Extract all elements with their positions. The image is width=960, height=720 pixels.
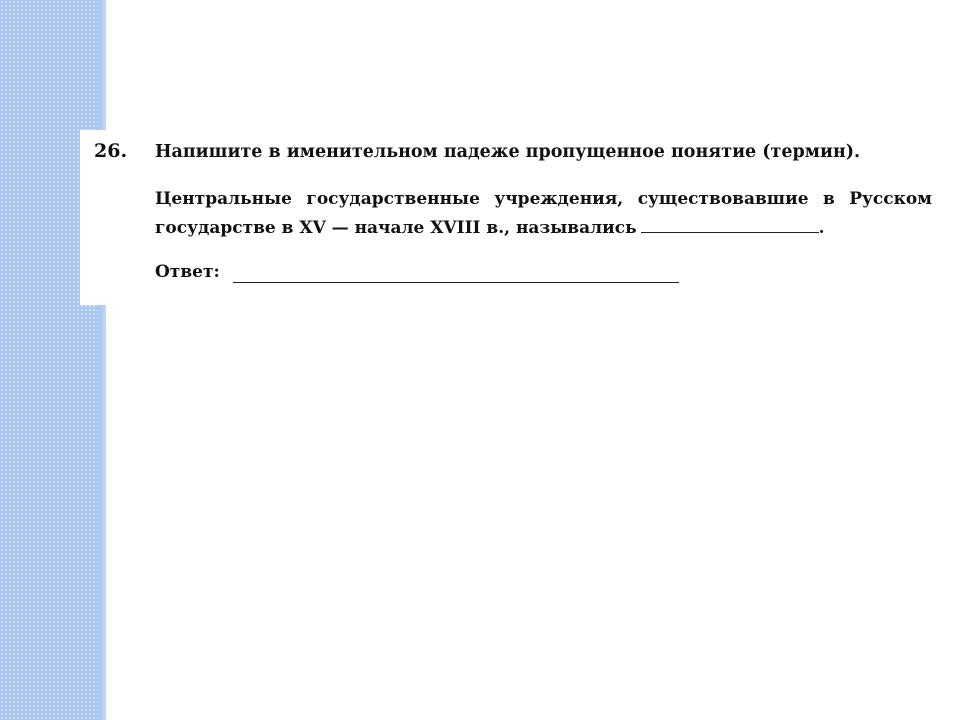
task-title: Напишите в именительном падеже пропущенное понятие (термин). — [155, 142, 861, 162]
decorative-side-band — [0, 0, 106, 720]
task-body-end: . — [818, 218, 825, 238]
task-number: 26. — [94, 140, 128, 162]
side-band-edge — [98, 0, 106, 720]
task-body-text: Центральные государственные учреждения, существовавшие в Русском государстве в XV — начале XVIII в., назывались — [155, 189, 932, 238]
task-body — [155, 185, 932, 243]
answer-label: Ответ: — [155, 262, 220, 282]
answer-input-line[interactable] — [233, 282, 679, 283]
fill-in-blank — [641, 214, 819, 233]
